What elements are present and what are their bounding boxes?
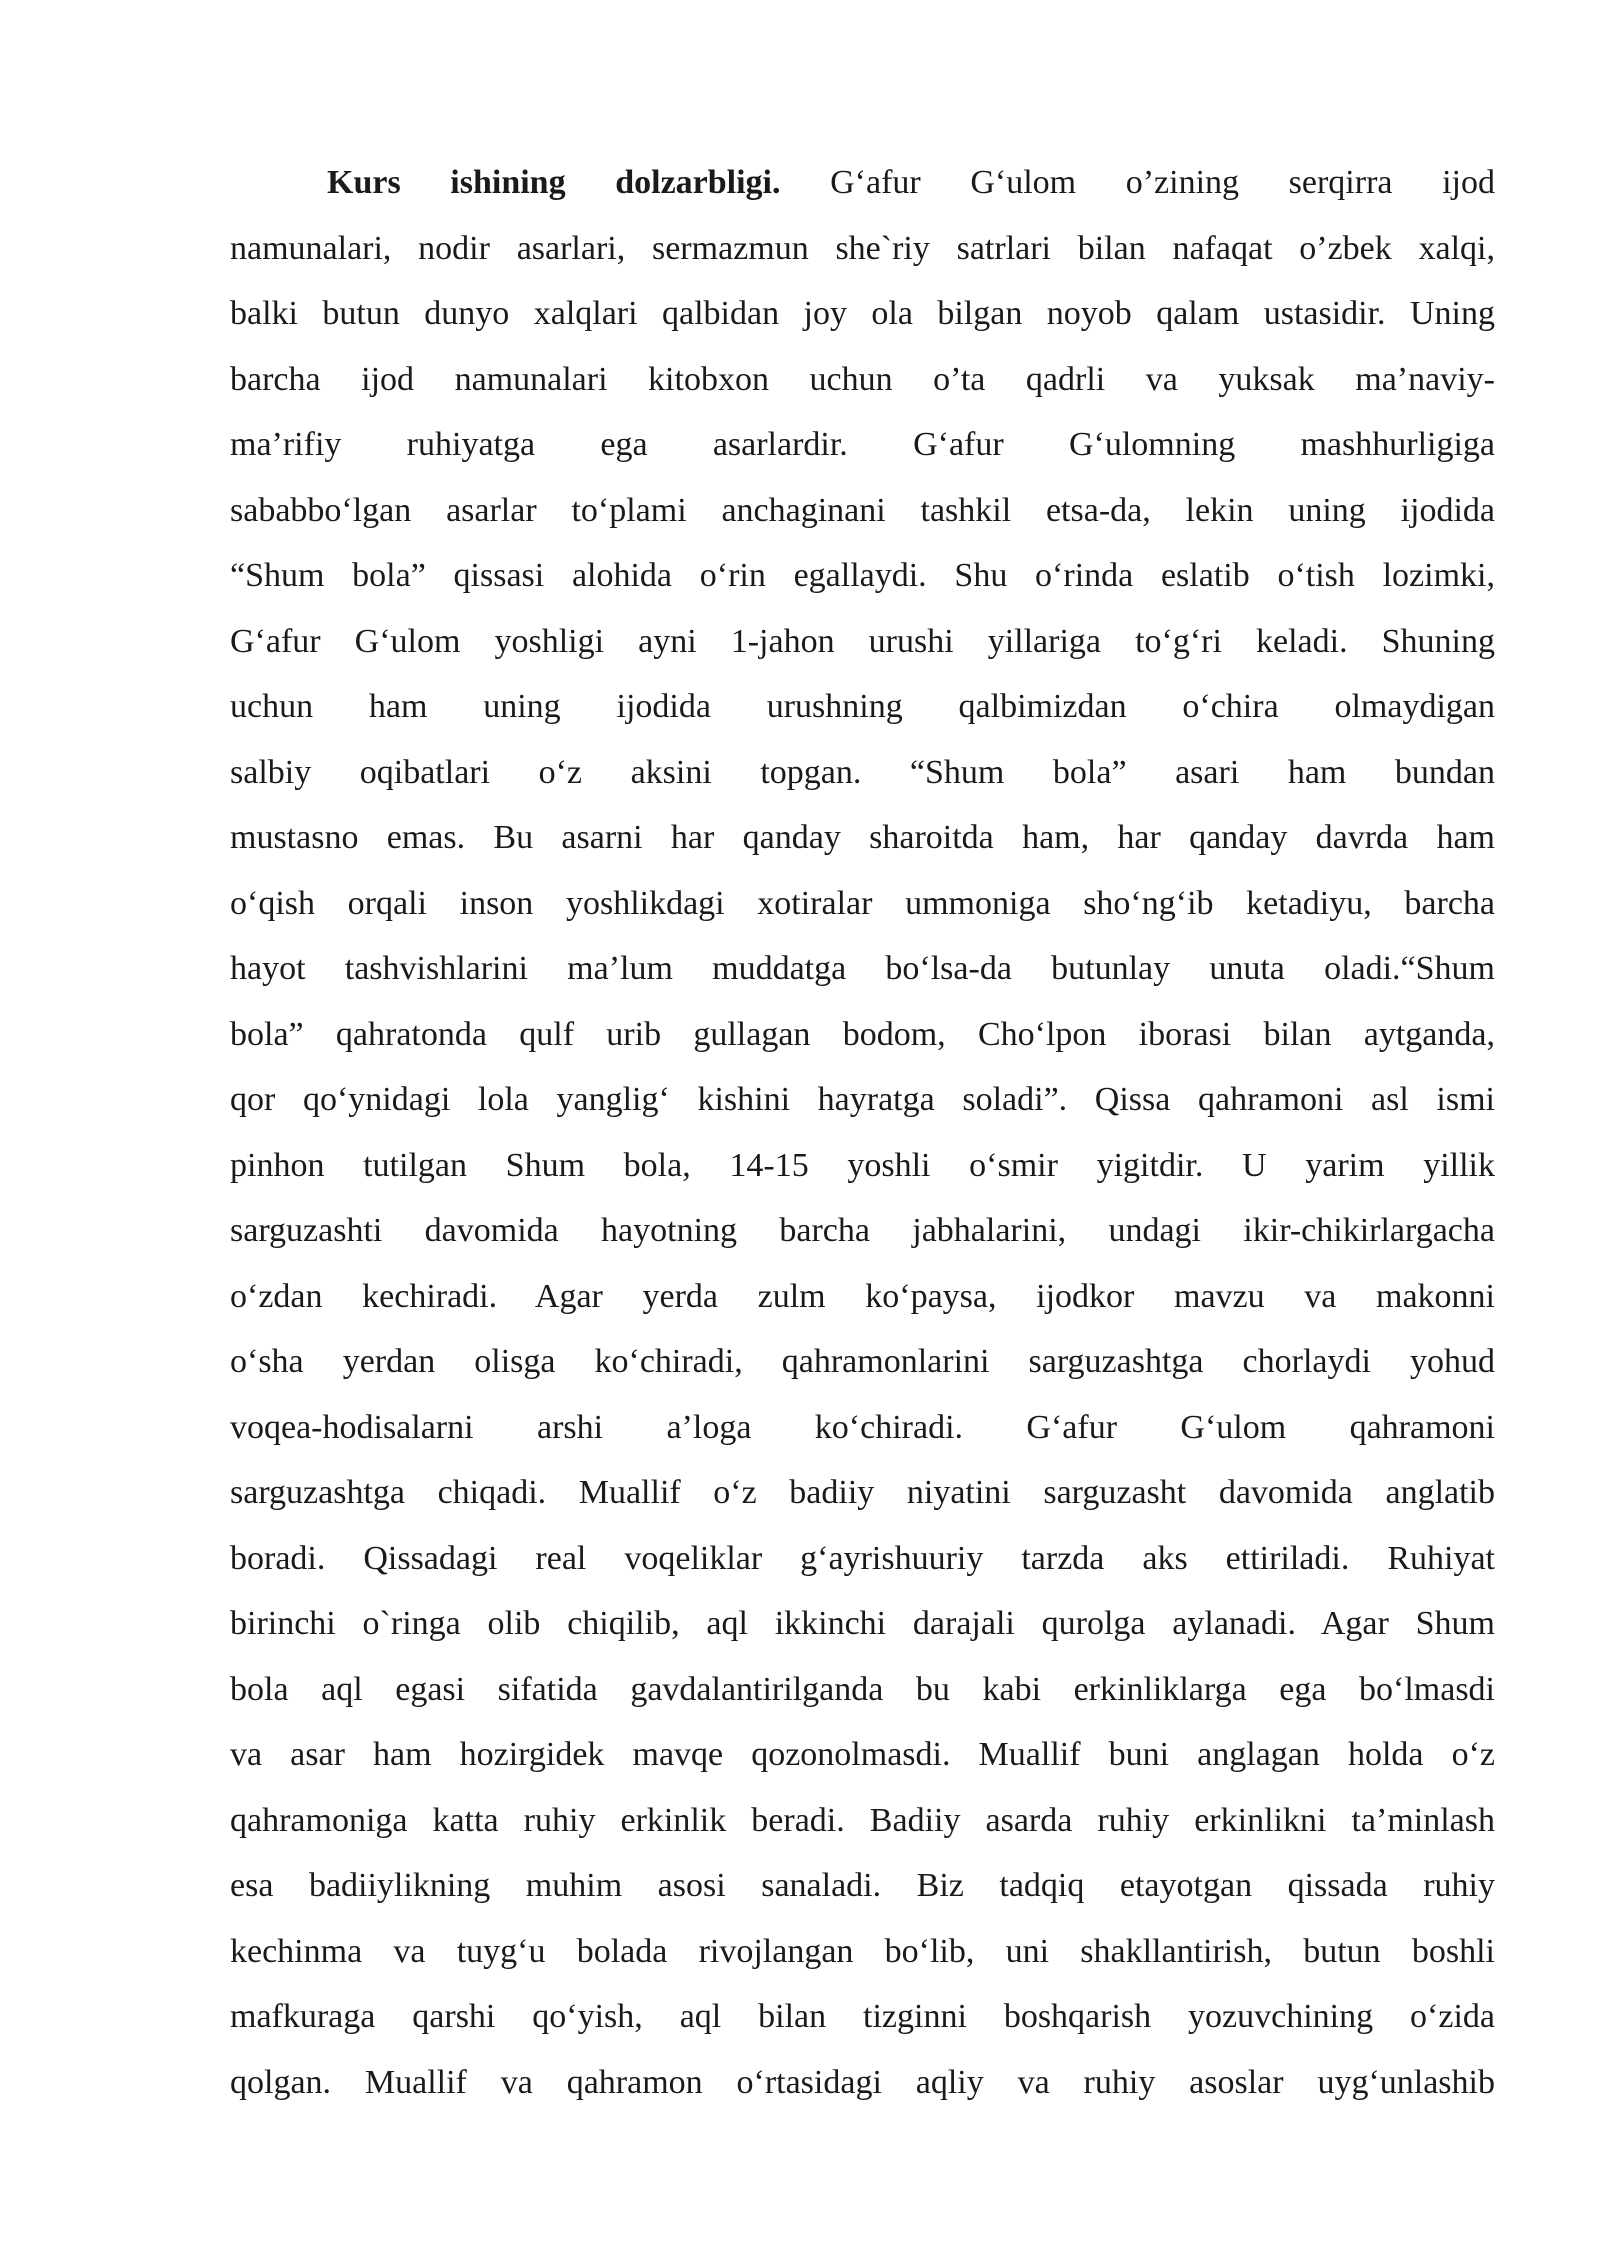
paragraph-line: qor qo‘ynidagi lola yanglig‘ kishini hayratga soladi”. Qissa qahramoni asl ismi — [230, 1081, 1495, 1118]
paragraph-line: “Shum bola” qissasi alohida o‘rin egallaydi. Shu o‘rinda eslatib o‘tish lozimki, — [230, 557, 1495, 594]
paragraph-line-1 — [230, 150, 1495, 216]
paragraph-line: barcha ijod namunalari kitobxon uchun o’ta qadrli va yuksak ma’naviy- — [230, 360, 1495, 398]
line-text: G‘afur G‘ulom o’zining serqirra ijod — [780, 164, 1495, 201]
lead-heading: Kurs ishining dolzarbligi. — [327, 164, 781, 201]
paragraph-line: esa badiiylikning muhim asosi sanaladi. Biz tadqiq etayotgan qissada ruhiy — [230, 1867, 1495, 1904]
paragraph-line: namunalari, nodir asarlari, sermazmun she`riy satrlari bilan nafaqat o’zbek xalqi, — [230, 229, 1495, 267]
paragraph-line: ma’rifiy ruhiyatga ega asarlardir. G‘afur G‘ulomning mashhurligiga — [230, 426, 1495, 463]
paragraph-line: salbiy oqibatlari o‘z aksini topgan. “Shum bola” asari ham bundan — [230, 753, 1495, 791]
paragraph-line: sarguzashti davomida hayotning barcha jabhalarini, undagi ikir-chikirlargacha — [230, 1212, 1495, 1249]
paragraph-line: kechinma va tuyg‘u bolada rivojlangan bo‘lib, uni shakllantirish, butun boshli — [230, 1932, 1495, 1970]
paragraph-line: birinchi o`ringa olib chiqilib, aql ikkinchi darajali qurolga aylanadi. Agar Shum — [230, 1605, 1495, 1642]
paragraph-line: va asar ham hozirgidek mavqe qozonolmasdi. Muallif buni anglagan holda o‘z — [230, 1736, 1495, 1773]
body-paragraph — [230, 150, 1495, 2115]
paragraph-line: voqea-hodisalarni arshi a’loga ko‘chiradi. G‘afur G‘ulom qahramoni — [230, 1408, 1495, 1446]
paragraph-line: boradi. Qissadagi real voqeliklar g‘ayrishuuriy tarzda aks ettiriladi. Ruhiyat — [230, 1539, 1495, 1577]
paragraph-line: mafkuraga qarshi qo‘yish, aql bilan tizginni boshqarish yozuvchining o‘zida — [230, 1998, 1495, 2035]
paragraph-line: balki butun dunyo xalqlari qalbidan joy ola bilgan noyob qalam ustasidir. Uning — [230, 295, 1495, 332]
paragraph-line: bola aql egasi sifatida gavdalantirilganda bu kabi erkinliklarga ega bo‘lmasdi — [230, 1670, 1495, 1708]
paragraph-line: sarguzashtga chiqadi. Muallif o‘z badiiy niyatini sarguzasht davomida anglatib — [230, 1474, 1495, 1511]
paragraph-line: uchun ham uning ijodida urushning qalbimizdan o‘chira olmaydigan — [230, 688, 1495, 725]
paragraph-line: o‘zdan kechiradi. Agar yerda zulm ko‘paysa, ijodkor mavzu va makonni — [230, 1277, 1495, 1315]
paragraph-line: hayot tashvishlarini ma’lum muddatga bo‘lsa-da butunlay unuta oladi.“Shum — [230, 950, 1495, 987]
paragraph-line: o‘qish orqali inson yoshlikdagi xotiralar ummoniga sho‘ng‘ib ketadiyu, barcha — [230, 884, 1495, 922]
paragraph-line: bola” qahratonda qulf urib gullagan bodom, Cho‘lpon iborasi bilan aytganda, — [230, 1015, 1495, 1053]
paragraph-line: qolgan. Muallif va qahramon o‘rtasidagi aqliy va ruhiy asoslar uyg‘unlashib — [230, 2063, 1495, 2101]
paragraph-line: o‘sha yerdan olisga ko‘chiradi, qahramonlarini sarguzashtga chorlaydi yohud — [230, 1343, 1495, 1380]
paragraph-line: pinhon tutilgan Shum bola, 14-15 yoshli o‘smir yigitdir. U yarim yillik — [230, 1146, 1495, 1184]
paragraph-line: qahramoniga katta ruhiy erkinlik beradi. Badiiy asarda ruhiy erkinlikni ta’minlash — [230, 1801, 1495, 1839]
paragraph-line: G‘afur G‘ulom yoshligi ayni 1-jahon urushi yillariga to‘g‘ri keladi. Shuning — [230, 622, 1495, 660]
paragraph-line: mustasno emas. Bu asarni har qanday sharoitda ham, har qanday davrda ham — [230, 819, 1495, 856]
paragraph-line: sababbo‘lgan asarlar to‘plami anchaginani tashkil etsa-da, lekin uning ijodida — [230, 491, 1495, 529]
